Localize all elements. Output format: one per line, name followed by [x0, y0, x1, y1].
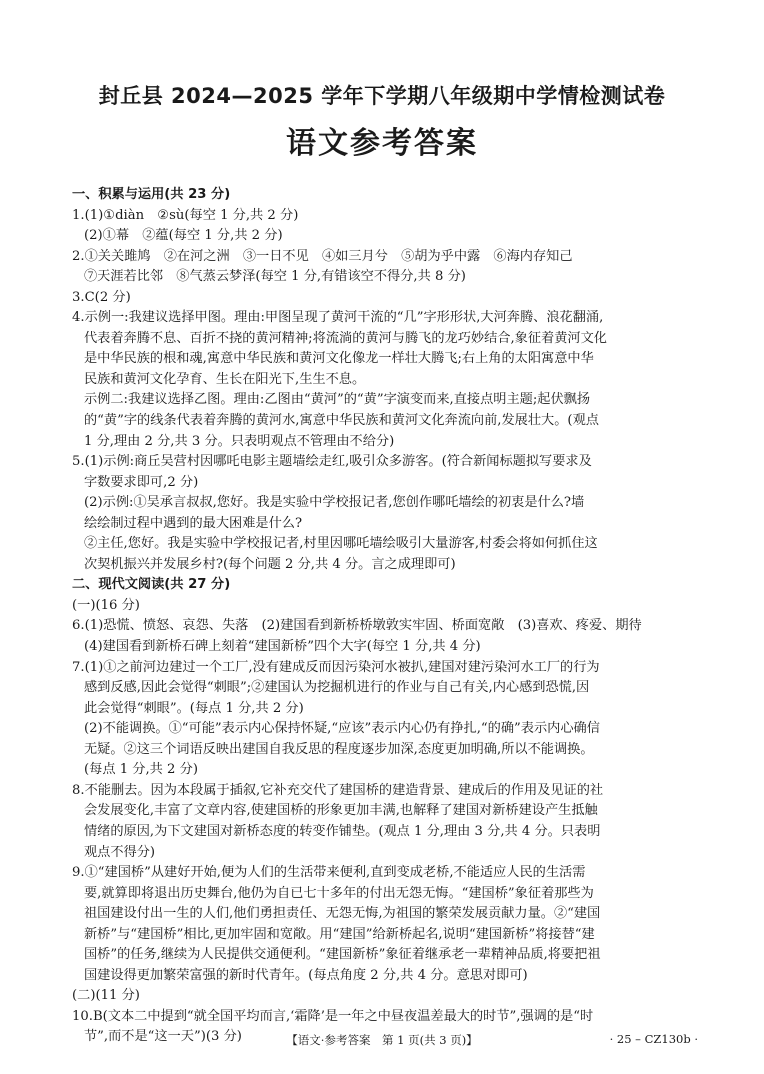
answer-line: 节”,而不是“这一天”)(3 分) — [84, 1029, 242, 1045]
answer-line: 代表着奔腾不息、百折不挠的黄河精神;将流淌的黄河与腾飞的龙巧妙结合,象征着黄河文化 — [84, 330, 607, 346]
answer-line: 观点不得分) — [84, 844, 156, 860]
answer-content — [72, 185, 700, 1048]
footer-code: · 25 – CZ130b · — [609, 1032, 698, 1046]
answer-line: 次契机振兴并发展乡村?(每个问题 2 分,共 4 分。言之成理即可) — [84, 556, 456, 572]
page-footer — [0, 1032, 764, 1048]
section-heading: 一、积累与运用(共 23 分) — [72, 187, 231, 202]
answer-line: 此会觉得“刺眼”。(每点 1 分,共 2 分) — [84, 700, 304, 716]
answer-line: 的“黄”字的线条代表着奔腾的黄河水,寓意中华民族和黄河文化奔流向前,发展壮大。(观点 — [84, 413, 599, 429]
footer-page-info: 【语文·参考答案 第 1 页(共 3 页)】 — [286, 1033, 478, 1047]
answer-line: 7.(1)①之前河边建过一个工厂,没有建成反而因污染河水被扒,建国对建污染河水工厂的行为 — [72, 659, 600, 675]
answer-line: 感到反感,因此会觉得“刺眼”;②建国认为挖掘机进行的作业与自己有关,内心感到恐慌,因 — [84, 680, 590, 696]
answer-line: 会发展变化,丰富了文章内容,使建国桥的形象更加丰满,也解释了建国对新桥建设产生抵触 — [84, 803, 598, 819]
answer-line: 1 分,理由 2 分,共 3 分。只表明观点不管理由不给分) — [84, 433, 395, 449]
answer-line: 绘绘制过程中遇到的最大困难是什么? — [84, 515, 303, 531]
answer-line: (2)示例:①吴承言叔叔,您好。我是实验中学校报记者,您创作哪吒墙绘的初衷是什么?墙 — [84, 495, 585, 511]
answer-line: 新桥”与“建国桥”相比,更加牢固和宽敞。用“建国”给新桥起名,说明“建国新桥”将接替“建 — [84, 926, 595, 942]
answer-line: 1.(1)①diàn ②sù(每空 1 分,共 2 分) — [72, 207, 299, 223]
answer-line: 示例二:我建议选择乙图。理由:乙图由“黄河”的“黄”字演变而来,直接点明主题;起伏飘扬 — [84, 392, 591, 408]
answer-line: ②主任,您好。我是实验中学校报记者,村里因哪吒墙绘吸引大量游客,村委会将如何抓住这 — [84, 536, 598, 552]
answer-line: 9.①“建国桥”从建好开始,便为人们的生活带来便利,直到变成老桥,不能适应人民的生活需 — [72, 865, 586, 881]
answer-line: 4.示例一:我建议选择甲图。理由:甲图呈现了黄河干流的“几”字形形状,大河奔腾、浪花翻涌, — [72, 310, 604, 326]
answer-line: 是中华民族的根和魂,寓意中华民族和黄河文化像龙一样壮大腾飞;右上角的太阳寓意中华 — [84, 351, 594, 367]
section-heading: 二、现代文阅读(共 27 分) — [72, 577, 231, 593]
answer-line: 情绪的原因,为下文建国对新桥态度的转变作铺垫。(观点 1 分,理由 3 分,共 4 分。只表明 — [84, 823, 601, 839]
answer-line: ⑦天涯若比邻 ⑧气蒸云梦泽(每空 1 分,有错该空不得分,共 8 分) — [84, 269, 466, 285]
document-subtitle: 语文参考答案 — [286, 126, 478, 161]
answer-line: 字数要求即可,2 分) — [84, 474, 199, 490]
answer-line: (一)(16 分) — [72, 597, 140, 613]
answer-line: (4)建国看到新桥石碑上刻着“建国新桥”四个大字(每空 1 分,共 4 分) — [84, 639, 481, 655]
answer-line: 民族和黄河文化孕育、生长在阳光下,生生不息。 — [84, 371, 366, 387]
answer-line: (二)(11 分) — [72, 988, 140, 1004]
answer-line: 2.①关关雎鸠 ②在河之洲 ③一日不见 ④如三月兮 ⑤胡为乎中露 ⑥海内存知己 — [72, 248, 573, 264]
answer-line: 国桥”的任务,继续为人民提供交通便利。“建国新桥”象征着继承老一辈精神品质,将要把祖 — [84, 947, 601, 963]
answer-line: 国建设得更加繁荣富强的新时代青年。(每点角度 2 分,共 4 分。意思对即可) — [84, 967, 528, 983]
answer-line: 6.(1)恐慌、愤怒、哀怨、失落 (2)建国看到新桥桥墩敦实牢固、桥面宽敞 (3)喜欢、疼爱、期待 — [72, 618, 642, 634]
answer-line: 8.不能删去。因为本段属于插叙,它补充交代了建国桥的建造背景、建成后的作用及见证的社 — [72, 782, 604, 798]
answer-line: 5.(1)示例:商丘吴营村因哪吒电影主题墙绘走红,吸引众多游客。(符合新闻标题拟写要求及 — [72, 454, 592, 470]
answer-line: (2)①幕 ②蕴(每空 1 分,共 2 分) — [84, 228, 283, 244]
answer-line: 无疑。②这三个词语反映出建国自我反思的程度逐步加深,态度更加明确,所以不能调换。 — [84, 741, 594, 757]
answer-line: 10.B(文本二中提到“就全国平均而言,‘霜降’是一年之中昼夜温差最大的时节”,强调的是“时 — [72, 1008, 594, 1024]
answer-line: (每点 1 分,共 2 分) — [84, 762, 198, 778]
answer-line: (2)不能调换。①“可能”表示内心保持怀疑,“应该”表示内心仍有挣扎,“的确”表示内心确信 — [84, 721, 600, 737]
answer-line: 祖国建设付出一生的人们,他们勇担责任、无怨无悔,为祖国的繁荣发展贡献力量。②“建国 — [84, 906, 601, 922]
answer-line: 3.C(2 分) — [72, 289, 131, 305]
exam-title: 封丘县 2024—2025 学年下学期八年级期中学情检测试卷 — [98, 84, 666, 108]
answer-line: 要,就算即将退出历史舞台,他仍为自已七十多年的付出无怨无悔。“建国桥”象征着那些为 — [84, 885, 594, 901]
